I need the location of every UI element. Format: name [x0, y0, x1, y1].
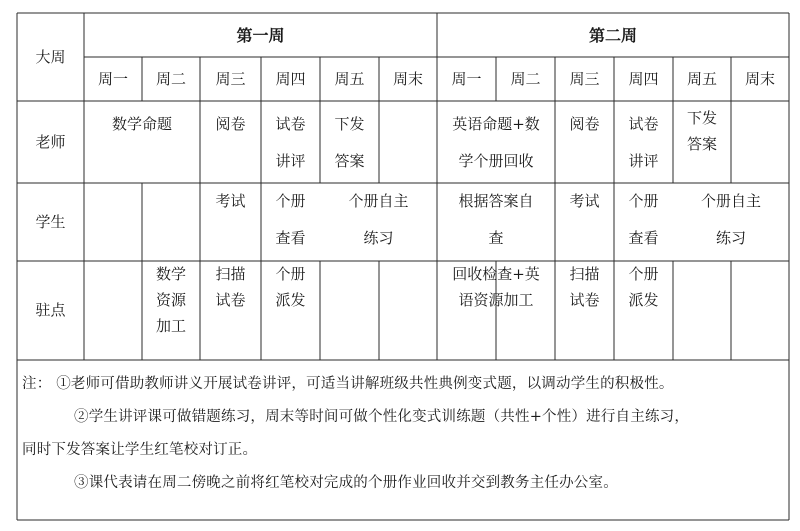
week2-heading: 第二周 [588, 25, 637, 45]
day-header: 周四 [628, 69, 659, 88]
teacher-cell: 数学命题 [111, 115, 172, 133]
row-label-teacher: 老师 [35, 132, 66, 151]
note-line: ③课代表请在周二傍晚之前将红笔校对完成的个册作业回收并交到教务主任办公室。 [74, 475, 618, 491]
station-cell: 扫描 试卷 [569, 265, 600, 309]
student-cell: 个册 查看 [275, 192, 306, 247]
station-cell: 回收检查+英 语资源加工 [452, 265, 540, 309]
day-header: 周末 [392, 69, 423, 88]
day-header: 周末 [744, 69, 775, 88]
note-line: 注： ①老师可借助教师讲义开展试卷讲评，可适当讲解班级共性典例变式题，以调动学生的积极性。 [22, 376, 674, 392]
day-header: 周五 [686, 69, 717, 88]
teacher-cell: 试卷 讲评 [628, 115, 659, 170]
teacher-cell: 阅卷 [569, 115, 600, 133]
student-cell: 个册 查看 [628, 192, 659, 247]
corner-label: 大周 [35, 47, 66, 66]
day-header: 周五 [334, 69, 365, 88]
student-cell: 考试 [569, 192, 600, 210]
note-line: 同时下发答案让学生红笔校对订正。 [22, 442, 258, 458]
station-cell: 数学 资源 加工 [155, 265, 186, 335]
day-header: 周一 [451, 69, 482, 88]
day-header: 周一 [97, 69, 128, 88]
teacher-cell: 英语命题+数 学个册回收 [452, 115, 540, 170]
day-header: 周四 [275, 69, 306, 88]
station-cell: 个册 派发 [628, 265, 659, 309]
week1-heading: 第一周 [236, 25, 285, 45]
station-cell: 扫描 试卷 [215, 265, 246, 309]
day-header: 周二 [155, 69, 186, 88]
student-cell: 根据答案自 查 [458, 192, 534, 247]
notes-section [22, 368, 792, 500]
student-cell: 个册自主 练习 [348, 192, 409, 247]
teacher-cell: 阅卷 [215, 115, 246, 133]
note-line: ②学生讲评课可做错题练习，周末等时间可做个性化变式训练题（共性+个性）进行自主练习， [74, 409, 690, 425]
student-cell: 考试 [215, 192, 246, 210]
teacher-cell: 下发 答案 [686, 109, 717, 153]
teacher-cell: 试卷 讲评 [275, 115, 306, 170]
row-label-station: 驻点 [35, 301, 66, 319]
teacher-cell: 下发 答案 [334, 115, 365, 170]
day-header: 周三 [569, 69, 600, 88]
station-cell: 个册 派发 [275, 265, 306, 309]
day-header: 周三 [215, 69, 246, 88]
student-cell: 个册自主 练习 [700, 192, 761, 247]
row-label-student: 学生 [35, 212, 66, 231]
day-header: 周二 [510, 69, 541, 88]
